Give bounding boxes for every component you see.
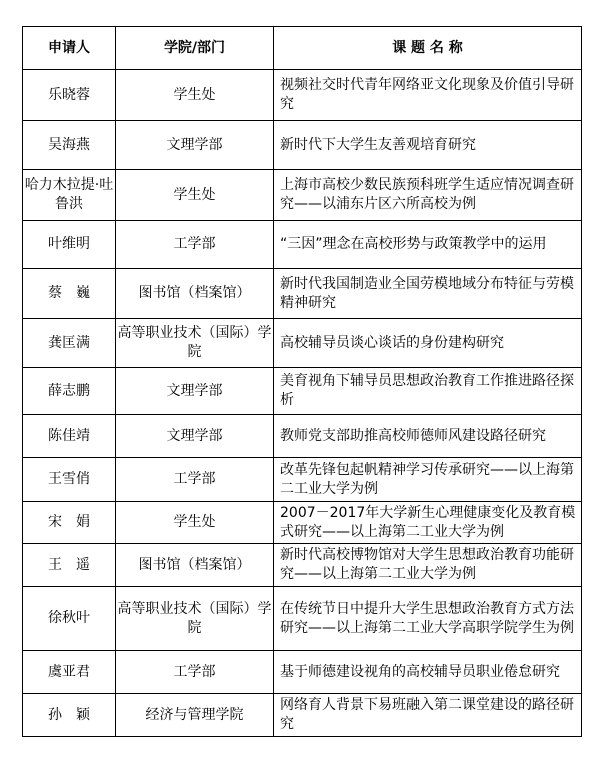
topic-cell: 美育视角下辅导员思想政治教育工作推进路径探析 [274, 368, 582, 415]
project-table [22, 26, 582, 737]
applicant-cell: 虞亚君 [23, 651, 116, 694]
applicant-cell: 蔡 巍 [23, 269, 116, 319]
applicant-cell: 吴海燕 [23, 121, 116, 170]
topic-cell: 高校辅导员谈心谈话的身份建构研究 [274, 319, 582, 368]
header-dept: 学院/部门 [116, 27, 274, 70]
table-row [23, 651, 582, 694]
table-row [23, 694, 582, 737]
dept-cell: 高等职业技术（国际）学院 [116, 587, 274, 651]
topic-cell: 新时代下大学生友善观培育研究 [274, 121, 582, 170]
table-row [23, 121, 582, 170]
table-row [23, 319, 582, 368]
dept-cell: 学生处 [116, 70, 274, 121]
table-row [23, 415, 582, 458]
document-page [22, 26, 582, 737]
applicant-cell: 孙 颖 [23, 694, 116, 737]
table-row [23, 587, 582, 651]
topic-cell: 基于师德建设视角的高校辅导员职业倦怠研究 [274, 651, 582, 694]
table-row [23, 502, 582, 544]
dept-cell: 工学部 [116, 458, 274, 502]
applicant-cell: 徐秋叶 [23, 587, 116, 651]
dept-cell: 学生处 [116, 170, 274, 221]
header-applicant: 申请人 [23, 27, 116, 70]
topic-cell: 新时代我国制造业全国劳模地域分布特征与劳模精神研究 [274, 269, 582, 319]
dept-cell: 经济与管理学院 [116, 694, 274, 737]
dept-cell: 文理学部 [116, 415, 274, 458]
dept-cell: 学生处 [116, 502, 274, 544]
topic-cell: 视频社交时代青年网络亚文化现象及价值引导研究 [274, 70, 582, 121]
topic-cell: 2007－2017年大学新生心理健康变化及教育模式研究——以上海第二工业大学为例 [274, 502, 582, 544]
dept-cell: 文理学部 [116, 368, 274, 415]
topic-cell: 在传统节日中提升大学生思想政治教育方式方法研究——以上海第二工业大学高职学院学生为例 [274, 587, 582, 651]
applicant-cell: 王雪俏 [23, 458, 116, 502]
applicant-cell: 叶维明 [23, 221, 116, 269]
table-row [23, 544, 582, 587]
dept-cell: 高等职业技术（国际）学院 [116, 319, 274, 368]
applicant-cell: 陈佳靖 [23, 415, 116, 458]
topic-cell: 网络育人背景下易班融入第二课堂建设的路径研究 [274, 694, 582, 737]
dept-cell: 工学部 [116, 651, 274, 694]
header-topic: 课 题 名 称 [274, 27, 582, 70]
applicant-cell: 王 遥 [23, 544, 116, 587]
topic-cell: 改革先锋包起帆精神学习传承研究——以上海第二工业大学为例 [274, 458, 582, 502]
topic-cell: 上海市高校少数民族预科班学生适应情况调查研究——以浦东片区六所高校为例 [274, 170, 582, 221]
table-row [23, 368, 582, 415]
table-row [23, 70, 582, 121]
applicant-cell: 宋 娟 [23, 502, 116, 544]
topic-cell: 教师党支部助推高校师德师风建设路径研究 [274, 415, 582, 458]
dept-cell: 工学部 [116, 221, 274, 269]
table-row [23, 458, 582, 502]
dept-cell: 文理学部 [116, 121, 274, 170]
dept-cell: 图书馆（档案馆） [116, 269, 274, 319]
table-row [23, 221, 582, 269]
dept-cell: 图书馆（档案馆） [116, 544, 274, 587]
table-row [23, 170, 582, 221]
table-row [23, 269, 582, 319]
applicant-cell: 乐晓蓉 [23, 70, 116, 121]
applicant-cell: 龚匡满 [23, 319, 116, 368]
topic-cell: 新时代高校博物馆对大学生思想政治教育功能研究——以上海第二工业大学为例 [274, 544, 582, 587]
applicant-cell: 哈力木拉提·吐鲁洪 [23, 170, 116, 221]
applicant-cell: 薛志鹏 [23, 368, 116, 415]
table-header-row [23, 27, 582, 70]
topic-cell: “三因”理念在高校形势与政策教学中的运用 [274, 221, 582, 269]
